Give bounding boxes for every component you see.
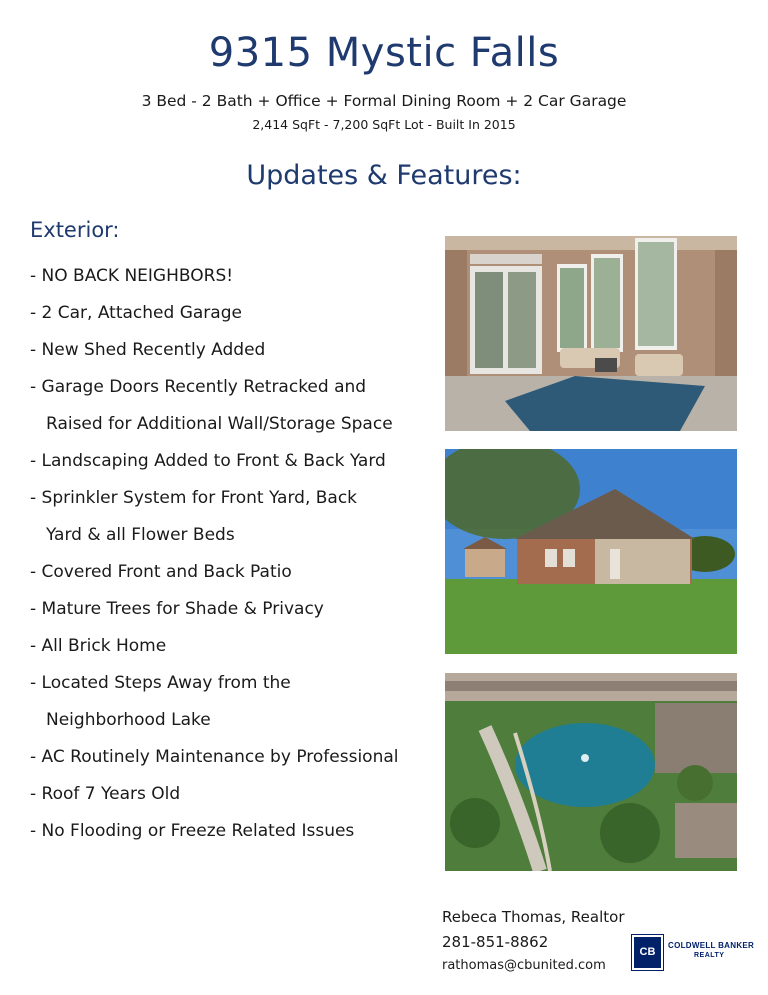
feature-text: - All Brick Home [30, 636, 167, 656]
feature-item [30, 776, 430, 813]
property-title: 9315 Mystic Falls [208, 30, 560, 76]
feature-item [30, 480, 430, 554]
backyard-photo [445, 449, 737, 654]
feature-list [30, 258, 430, 850]
feature-text: - NO BACK NEIGHBORS! [30, 266, 234, 286]
feature-text: - AC Routinely Maintenance by Professional [30, 747, 399, 767]
agent-name: Rebeca Thomas, Realtor [442, 908, 625, 926]
exterior-heading: Exterior: [30, 218, 120, 242]
agent-phone[interactable]: 281-851-8862 [442, 933, 549, 951]
coldwell-banker-logo [632, 935, 755, 967]
feature-text: - Sprinkler System for Front Yard, Back [30, 488, 358, 508]
agent-contact [442, 908, 625, 980]
logo-realty-text: REALTY [694, 952, 725, 959]
cb-logo-icon: CB [632, 935, 663, 970]
property-size-details: 2,414 SqFt - 7,200 SqFt Lot - Built In 2015 [252, 117, 516, 132]
agent-email[interactable]: rathomas@cbunited.com [442, 958, 606, 973]
feature-item [30, 332, 430, 369]
feature-item [30, 295, 430, 332]
feature-text: - Landscaping Added to Front & Back Yard [30, 451, 386, 471]
feature-text: - Roof 7 Years Old [30, 784, 181, 804]
feature-text: - New Shed Recently Added [30, 340, 266, 360]
back-patio-photo [445, 236, 737, 431]
feature-item [30, 813, 430, 850]
property-summary: 3 Bed - 2 Bath + Office + Formal Dining Room + 2 Car Garage [141, 92, 627, 110]
feature-item [30, 591, 430, 628]
logo-brand-text: COLDWELL BANKER [668, 941, 755, 950]
feature-item [30, 665, 430, 739]
feature-item [30, 443, 430, 480]
feature-text: - Garage Doors Recently Retracked and [30, 377, 367, 397]
feature-item [30, 258, 430, 295]
feature-item [30, 739, 430, 776]
feature-text: - Mature Trees for Shade & Privacy [30, 599, 324, 619]
section-title: Updates & Features: [246, 160, 522, 191]
feature-text-continued: Yard & all Flower Beds [46, 525, 235, 545]
neighborhood-lake-aerial-photo [445, 673, 737, 871]
feature-text-continued: Raised for Additional Wall/Storage Space [46, 414, 393, 434]
feature-text: - No Flooding or Freeze Related Issues [30, 821, 355, 841]
feature-item [30, 554, 430, 591]
feature-text: - Located Steps Away from the [30, 673, 291, 693]
feature-text: - 2 Car, Attached Garage [30, 303, 242, 323]
feature-text-continued: Neighborhood Lake [46, 710, 211, 730]
feature-item [30, 628, 430, 665]
feature-item [30, 369, 430, 443]
feature-text: - Covered Front and Back Patio [30, 562, 292, 582]
